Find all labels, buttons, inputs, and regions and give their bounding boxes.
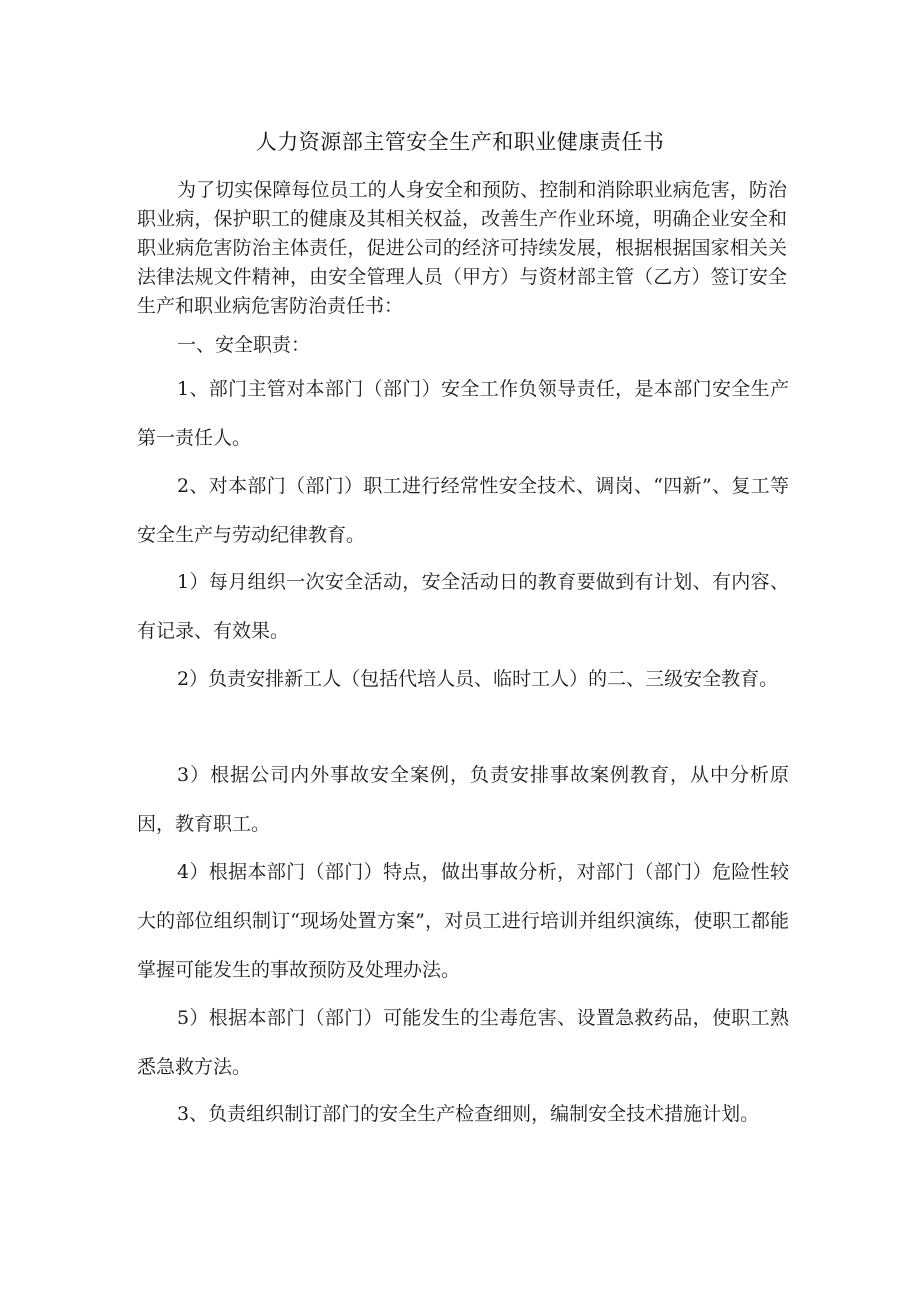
duty-subitem-3: 3）根据公司内外事故安全案例，负责安排事故案例教育，从中分析原因，教育职工。 (137, 764, 789, 835)
duty-item-3: 3、负责组织制订部门的安全生产检查细则，编制安全技术措施计划。 (177, 1103, 760, 1125)
duty-subitem-1: 1）每月组织一次安全活动，安全活动日的教育要做到有计划、有内容、有记录、有效果。 (137, 571, 789, 642)
duty-subitem-4: 4）根据本部门（部门）特点，做出事故分析，对部门（部门）危险性较大的部位组织制订“现场处置方案”，对员工进行培训并组织演练，使职工都能掌握可能发生的事故预防及处理办法。 (137, 861, 789, 981)
duty-subitem-5: 5）根据本部门（部门）可能发生的尘毒危害、设置急救药品，使职工熟悉急救方法。 (137, 1007, 789, 1078)
duty-subitem-2: 2）负责安排新工人（包括代培人员、临时工人）的二、三级安全教育。 (177, 668, 779, 690)
section-heading-safety-duties: 一、安全职责： (177, 334, 311, 356)
document-title: 人力资源部主管安全生产和职业健康责任书 (255, 130, 665, 154)
duty-item-1: 1、部门主管对本部门（部门）安全工作负领导责任，是本部门安全生产第一责任人。 (137, 378, 789, 449)
intro-paragraph: 为了切实保障每位员工的人身安全和预防、控制和消除职业病危害，防治职业病，保护职工的健康及其相关权益，改善生产作业环境，明确企业安全和职业病危害防治主体责任，促进公司的经济可持续发展，根据根据国家相关关法律法规文件精神，由安全管理人员（甲方）与资材部主管（乙方）签订安全生产和职业病危害防治责任书： (137, 179, 787, 317)
duty-item-2: 2、对本部门（部门）职工进行经常性安全技术、调岗、“四新”、复工等安全生产与劳动纪律教育。 (137, 475, 789, 546)
